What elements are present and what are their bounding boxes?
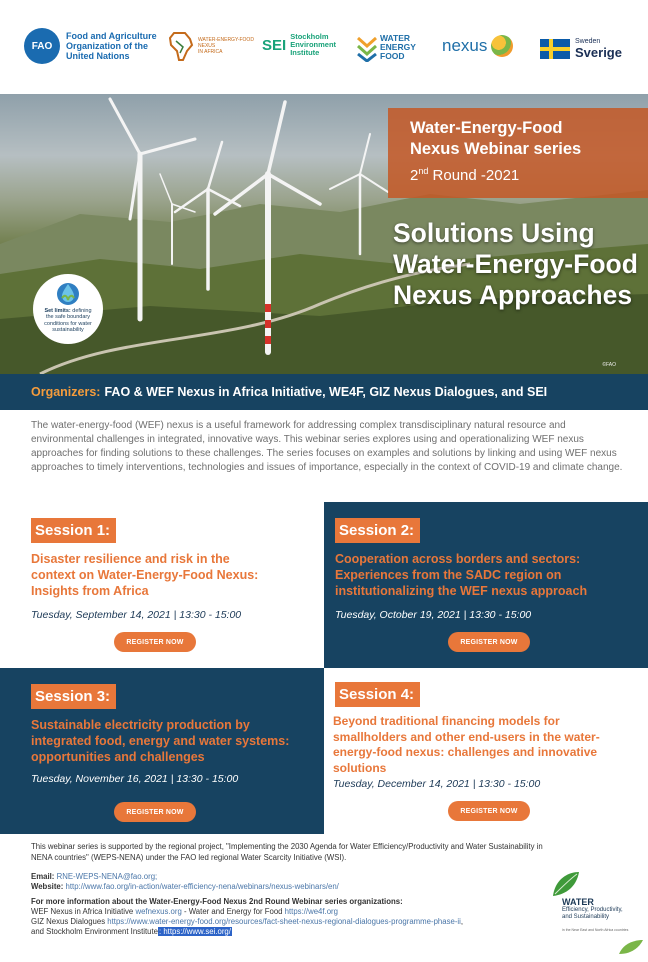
session-2-card (324, 502, 648, 668)
footer-website-line (31, 882, 339, 893)
session-4-date: Tuesday, December 14, 2021 | 13:30 - 15:00 (333, 778, 541, 790)
session-4-label: Session 4: (335, 682, 420, 707)
we4f-label: - Water and Energy for Food (181, 907, 285, 916)
wef-africa-logo (168, 31, 254, 61)
round-number: 2 (410, 167, 419, 184)
session-3-register-button[interactable]: REGISTER NOW (114, 802, 196, 822)
footer (0, 834, 648, 962)
giz-label: GIZ Nexus Dialogues (31, 917, 108, 926)
session-3-label: Session 3: (31, 684, 116, 709)
session-4-register-button[interactable]: REGISTER NOW (448, 801, 530, 821)
set-limits-text (40, 308, 96, 333)
session-3-card (0, 668, 324, 834)
session-3-title: Sustainable electricity production by integrated food, energy and water systems: opportunities and challenges (31, 718, 290, 764)
round-rest: Round -2021 (428, 167, 520, 184)
hero-title: Solutions Using Water-Energy-Food Nexus Approaches (393, 218, 638, 310)
email-label: Email: (31, 872, 55, 881)
set-limits-bold: Set limits: (44, 308, 71, 314)
wef-africa-link[interactable]: wefnexus.org (135, 907, 182, 916)
sei-name: Stockholm Environment Institute (290, 32, 337, 57)
footer-sei-line (31, 927, 232, 938)
email-link[interactable]: RNE-WEPS-NENA@fao.org; (56, 872, 158, 881)
fao-logo (24, 28, 157, 64)
wef-chevron-icon (356, 32, 378, 62)
wef-africa-name: WATER-ENERGY-FOOD NEXUS IN AFRICA (198, 37, 254, 55)
sei-link[interactable]: : https://www.sei.org/ (158, 927, 231, 936)
series-line-2: Nexus Webinar series (410, 140, 582, 158)
sweden-line1: Sweden (575, 38, 601, 45)
session-1-label: Session 1: (31, 518, 116, 543)
sweden-logo (540, 38, 622, 60)
wef-name: WATER ENERGY FOOD (380, 32, 416, 61)
website-label: Website: (31, 882, 64, 891)
weps-logo (549, 870, 645, 956)
session-2-date: Tuesday, October 19, 2021 | 13:30 - 15:00 (335, 609, 532, 621)
series-round (410, 160, 648, 187)
sweden-flag-icon (540, 39, 570, 59)
weps-name: WATER (562, 897, 594, 907)
sweden-text (575, 38, 622, 60)
footer-email-line (31, 872, 157, 883)
session-1-date: Tuesday, September 14, 2021 | 13:30 - 15:00 (31, 609, 242, 621)
organizers-label: Organizers: (31, 385, 101, 399)
session-4-card (324, 668, 648, 834)
webinar-series-box (388, 108, 648, 198)
footer-giz-line (31, 917, 463, 928)
session-2-title: Cooperation across borders and sectors: Experiences from the SADC region on institutionalizing the WEF nexus approach (335, 552, 588, 598)
footer-wef-line (31, 907, 338, 918)
giz-link[interactable]: https://www.water-energy-food.org/resources/fact-sheet-nexus-regional-dialogues-programme-phase-ii (107, 917, 461, 926)
sweden-line2: Sverige (575, 45, 622, 60)
giz-end: , (460, 917, 464, 926)
session-2-register-button[interactable]: REGISTER NOW (448, 632, 530, 652)
nexus-name: nexus (442, 36, 488, 55)
nexus-globe-icon (491, 35, 513, 57)
africa-map-icon (168, 31, 194, 61)
session-1-title: Disaster resilience and risk in the context on Water-Energy-Food Nexus: Insights from Africa (31, 552, 259, 598)
wef-africa-label: WEF Nexus in Africa Initiative (31, 907, 136, 916)
weps-subtitle: Efficiency, Productivity, and Sustainability (562, 907, 623, 920)
website-link[interactable]: http://www.fao.org/in-action/water-efficiency-nena/webinars/nexus-webinars/en/ (65, 882, 339, 891)
organizers-bar (0, 374, 648, 410)
photo-credit: ©FAO (602, 362, 616, 368)
session-4-title: Beyond traditional financing models for smallholders and other end-users in the water-energy-food nexus: challenges and innovative solutions (333, 714, 600, 775)
footer-more-info (31, 897, 403, 908)
fao-emblem-icon: FAO (24, 28, 60, 64)
session-1-register-button[interactable]: REGISTER NOW (114, 632, 196, 652)
sei-badge: SEI (262, 36, 287, 54)
hero-banner (0, 94, 648, 374)
we4f-link[interactable]: https://we4f.org (284, 907, 338, 916)
logo-strip (0, 0, 648, 94)
nexus-logo (442, 35, 513, 57)
sei-logo (262, 33, 336, 57)
session-1-card (0, 502, 324, 668)
intro-paragraph: The water-energy-food (WEF) nexus is a useful framework for addressing complex transdisciplinary natural resource and environmental challenges in integrated, innovative ways. This webinar series explores using and operationalizing WEF nexus approaches for finding solutions to these challenges. The series focuses on examples and solutions by linking and using WEF nexus approaches to timely interventions, technologies and issues of importance, especially in the context of COVID-19 and climate change. (31, 420, 623, 473)
wef-logo (356, 32, 416, 62)
series-line-1: Water-Energy-Food (410, 119, 563, 137)
set-limits-desc: defining the safe boundary conditions for water sustainability (44, 308, 92, 333)
weps-region: in the Near East and North Africa countries (562, 928, 629, 932)
sei-label: and Stockholm Environment Institute (31, 927, 158, 936)
set-limits-badge (33, 274, 103, 344)
session-2-label: Session 2: (335, 518, 420, 543)
more-info-text: For more information about the Water-Energy-Food Nexus 2nd Round Webinar series organizations: (31, 897, 403, 906)
fao-name: Food and Agriculture Organization of the United Nations (66, 31, 157, 61)
water-drop-icon (55, 280, 81, 306)
organizers-text: FAO & WEF Nexus in Africa Initiative, WE4F, GIZ Nexus Dialogues, and SEI (104, 385, 548, 399)
footer-support-text: This webinar series is supported by the regional project, "Implementing the 2030 Agenda for Water Efficiency/Productivity and Water Sustainability in NENA countries" (WEPS-NENA) under the FAO led regional Water Scarcity Initiative (WSI). (31, 842, 543, 862)
session-3-date: Tuesday, November 16, 2021 | 13:30 - 15:00 (31, 773, 239, 785)
round-suffix: nd (418, 166, 429, 176)
